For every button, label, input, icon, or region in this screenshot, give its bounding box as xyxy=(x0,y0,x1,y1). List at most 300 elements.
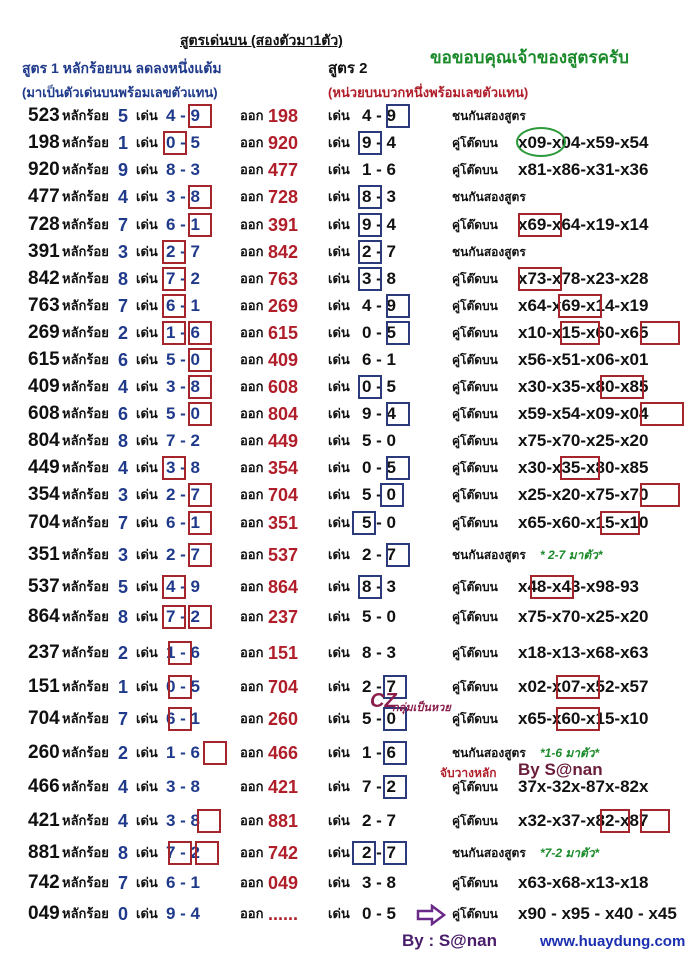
formula2-subtitle: (หน่วยบนบวกหนึ่งพร้อมเลขตัวแทน) xyxy=(328,85,529,100)
play-label-2: เด่น xyxy=(328,906,350,921)
hundreds-digit: 4 xyxy=(118,377,129,397)
note-text: คู่โต๊ดบน xyxy=(452,163,498,177)
hundreds-label: หลักร้อย xyxy=(62,515,109,530)
highlight-box xyxy=(197,809,221,833)
highlight-box xyxy=(386,104,410,128)
formula2-pair: 5 - 0 xyxy=(362,607,397,626)
row-number: 804 xyxy=(28,430,60,451)
row-number: 421 xyxy=(28,810,60,831)
row-number: 608 xyxy=(28,403,60,424)
out-label: ออก xyxy=(240,325,264,340)
hundreds-digit: 3 xyxy=(118,545,129,565)
formula2-pair: 2 - 7 xyxy=(362,811,397,830)
result-number: 615 xyxy=(268,323,299,343)
note-text: ชนกันสองสูตร xyxy=(452,109,526,123)
result-number: 704 xyxy=(268,485,299,505)
row-number: 537 xyxy=(28,576,60,597)
out-label: ออก xyxy=(240,711,264,726)
row-number: 477 xyxy=(28,186,60,207)
combo-text: x63-x68-x13-x18 xyxy=(518,873,649,892)
out-label: ออก xyxy=(240,298,264,313)
hundreds-digit: 4 xyxy=(118,458,129,478)
table-row xyxy=(0,373,696,401)
highlight-box xyxy=(358,575,382,599)
combo-text: x73-x78-x23-x28 xyxy=(518,269,649,288)
highlight-box xyxy=(163,131,187,155)
play-label: เด่น xyxy=(136,271,158,286)
note-text: คู่โต๊ดบน xyxy=(452,876,498,890)
table-row xyxy=(0,509,696,537)
play-label-2: เด่น xyxy=(328,325,350,340)
formula2-pair: 6 - 1 xyxy=(362,350,397,369)
out-label: ออก xyxy=(240,406,264,421)
highlight-box xyxy=(600,375,644,399)
highlight-box xyxy=(162,456,186,480)
row-number: 049 xyxy=(28,903,60,924)
formula2-pair: 4 - 9 xyxy=(362,106,397,125)
note-text: คู่โต๊ดบน xyxy=(452,326,498,340)
hundreds-label: หลักร้อย xyxy=(62,325,109,340)
play-label-2: เด่น xyxy=(328,298,350,313)
hundreds-label: หลักร้อย xyxy=(62,162,109,177)
hundreds-label: หลักร้อย xyxy=(62,779,109,794)
formula1-pair: 0 - 5 xyxy=(166,677,201,696)
result-number: 477 xyxy=(268,160,299,180)
highlight-box xyxy=(600,809,630,833)
formula1-pair: 6 - 1 xyxy=(166,709,201,728)
highlight-box xyxy=(358,131,382,155)
hundreds-digit: 7 xyxy=(118,709,129,729)
out-label: ออก xyxy=(240,813,264,828)
play-label: เด่น xyxy=(136,547,158,562)
play-label-2: เด่น xyxy=(328,745,350,760)
highlight-box xyxy=(556,707,600,731)
highlight-box xyxy=(162,240,186,264)
formula1-pair: 1 - 6 xyxy=(166,743,201,762)
note-text: คู่โต๊ดบน xyxy=(452,434,498,448)
play-label-2: เด่น xyxy=(328,352,350,367)
hundreds-label: หลักร้อย xyxy=(62,645,109,660)
result-number: 449 xyxy=(268,431,299,451)
cz-watermark: CZ xyxy=(370,690,397,712)
note-text: ชนกันสองสูตร xyxy=(452,746,526,760)
hundreds-digit: 7 xyxy=(118,873,129,893)
formula2-pair: 5 - 0 xyxy=(362,485,397,504)
highlight-box xyxy=(383,775,407,799)
combo-text: x30-x35-x80-x85 xyxy=(518,377,649,396)
note-text: คู่โต๊ดบน xyxy=(452,516,498,530)
formula2-pair: 0 - 5 xyxy=(362,458,397,477)
highlight-box xyxy=(358,240,382,264)
play-label: เด่น xyxy=(136,298,158,313)
out-label: ออก xyxy=(240,162,264,177)
result-number: 704 xyxy=(268,677,299,697)
formula2-pair: 3 - 8 xyxy=(362,269,397,288)
row-number: 391 xyxy=(28,241,60,262)
result-number: 237 xyxy=(268,607,299,627)
highlight-box xyxy=(640,402,684,426)
highlight-box xyxy=(518,267,562,291)
note-text: คู่โต๊ดบน xyxy=(452,680,498,694)
hundreds-label: หลักร้อย xyxy=(62,244,109,259)
formula2-pair: 2 - 7 xyxy=(362,545,397,564)
out-label: ออก xyxy=(240,189,264,204)
highlight-box xyxy=(162,294,186,318)
out-label: ออก xyxy=(240,906,264,921)
formula1-pair: 2 - 7 xyxy=(166,485,201,504)
play-label: เด่น xyxy=(136,325,158,340)
combo-text: x65-x60-x15-x10 xyxy=(518,513,649,532)
play-label: เด่น xyxy=(136,813,158,828)
formula2-pair: 0 - 5 xyxy=(362,323,397,342)
set-label: จับวางหลัก xyxy=(440,766,497,780)
note-text: คู่โต๊ดบน xyxy=(452,712,498,726)
hundreds-digit: 2 xyxy=(118,323,129,343)
highlight-box xyxy=(195,841,219,865)
result-number: 354 xyxy=(268,458,299,478)
out-label: ออก xyxy=(240,135,264,150)
hundreds-label: หลักร้อย xyxy=(62,406,109,421)
note-text: คู่โต๊ดบน xyxy=(452,610,498,624)
note-text: คู่โต๊ดบน xyxy=(452,461,498,475)
hundreds-label: หลักร้อย xyxy=(62,906,109,921)
out-label: ออก xyxy=(240,515,264,530)
play-label-2: เด่น xyxy=(328,217,350,232)
hundreds-digit: 0 xyxy=(118,904,129,924)
play-label: เด่น xyxy=(136,108,158,123)
formula2-pair: 1 - 6 xyxy=(362,743,397,762)
hundreds-digit: 6 xyxy=(118,404,129,424)
author-label-top: By S@nan xyxy=(518,760,603,779)
note-text: คู่โต๊ดบน xyxy=(452,136,498,150)
hundreds-label: หลักร้อย xyxy=(62,547,109,562)
play-label: เด่น xyxy=(136,244,158,259)
highlight-box xyxy=(352,511,376,535)
formula1-pair: 9 - 4 xyxy=(166,904,201,923)
play-label: เด่น xyxy=(136,875,158,890)
formula2-pair: 7 - 2 xyxy=(362,777,397,796)
play-label: เด่น xyxy=(136,745,158,760)
formula1-pair: 6 - 1 xyxy=(166,215,201,234)
result-number: 198 xyxy=(268,106,299,126)
combo-text: x09-x04-x59-x54 xyxy=(518,133,649,152)
highlight-circle xyxy=(516,127,566,157)
formula1-pair: 3 - 8 xyxy=(166,811,201,830)
highlight-box xyxy=(188,511,212,535)
result-number: 049 xyxy=(268,873,299,893)
out-label: ออก xyxy=(240,745,264,760)
play-label-2: เด่น xyxy=(328,645,350,660)
highlight-box xyxy=(386,402,410,426)
play-label-2: เด่น xyxy=(328,108,350,123)
result-number: 763 xyxy=(268,269,299,289)
combo-text: 37x-32x-87x-82x xyxy=(518,777,649,796)
formula2-pair: 5 - 0 xyxy=(362,431,397,450)
row-number: 151 xyxy=(28,676,60,697)
formula2-pair: 5 - 0 xyxy=(362,709,397,728)
highlight-box xyxy=(188,321,212,345)
row-number: 742 xyxy=(28,872,60,893)
row-number: 351 xyxy=(28,544,60,565)
formula1-pair: 5 - 0 xyxy=(166,350,201,369)
formula2-pair: 9 - 4 xyxy=(362,215,397,234)
out-label: ออก xyxy=(240,460,264,475)
hundreds-digit: 7 xyxy=(118,215,129,235)
combo-text: x75-x70-x25-x20 xyxy=(518,431,649,450)
note-extra: *7-2 มาตัว* xyxy=(540,846,600,860)
play-label-2: เด่น xyxy=(328,875,350,890)
hundreds-label: หลักร้อย xyxy=(62,298,109,313)
note-text: คู่โต๊ดบน xyxy=(452,580,498,594)
hundreds-digit: 4 xyxy=(118,187,129,207)
hundreds-digit: 6 xyxy=(118,350,129,370)
note-text: ชนกันสองสูตร xyxy=(452,846,526,860)
hundreds-digit: 3 xyxy=(118,485,129,505)
hundreds-digit: 8 xyxy=(118,843,129,863)
play-label-2: เด่น xyxy=(328,547,350,562)
highlight-box xyxy=(560,456,600,480)
hundreds-label: หลักร้อย xyxy=(62,379,109,394)
play-label: เด่น xyxy=(136,779,158,794)
highlight-box xyxy=(386,294,410,318)
note-text: ชนกันสองสูตร xyxy=(452,190,526,204)
row-number: 237 xyxy=(28,642,60,663)
table-row xyxy=(0,183,696,211)
highlight-box xyxy=(188,185,212,209)
play-label-2: เด่น xyxy=(328,711,350,726)
highlight-box xyxy=(558,294,602,318)
row-number: 864 xyxy=(28,606,60,627)
formula2-pair: 1 - 6 xyxy=(362,160,397,179)
row-number: 704 xyxy=(28,708,60,729)
out-label: ออก xyxy=(240,609,264,624)
formula1-pair: 7 - 2 xyxy=(166,431,201,450)
hundreds-digit: 2 xyxy=(118,743,129,763)
out-label: ออก xyxy=(240,433,264,448)
note-text: คู่โต๊ดบน xyxy=(452,380,498,394)
combo-text: x69-x64-x19-x14 xyxy=(518,215,649,234)
out-label: ออก xyxy=(240,779,264,794)
hundreds-label: หลักร้อย xyxy=(62,845,109,860)
result-number: 842 xyxy=(268,242,299,262)
hundreds-label: หลักร้อย xyxy=(62,217,109,232)
table-row xyxy=(0,900,696,928)
row-number: 409 xyxy=(28,376,60,397)
formula1-pair: 5 - 0 xyxy=(166,404,201,423)
hundreds-label: หลักร้อย xyxy=(62,108,109,123)
table-row xyxy=(0,807,696,835)
hundreds-digit: 7 xyxy=(118,513,129,533)
highlight-box xyxy=(168,675,192,699)
note-text: คู่โต๊ดบน xyxy=(452,407,498,421)
formula2-pair: 0 - 5 xyxy=(362,904,397,923)
highlight-box xyxy=(188,375,212,399)
highlight-box xyxy=(640,483,680,507)
result-number: 608 xyxy=(268,377,299,397)
hundreds-label: หลักร้อย xyxy=(62,745,109,760)
highlight-box xyxy=(383,741,407,765)
combo-text: x65-x60-x15-x10 xyxy=(518,709,649,728)
play-label-2: เด่น xyxy=(328,162,350,177)
hundreds-label: หลักร้อย xyxy=(62,460,109,475)
highlight-box xyxy=(203,741,227,765)
formula1-pair: 1 - 6 xyxy=(166,643,201,662)
formula1-subtitle: (มาเป็นตัวเด่นบนพร้อมเลขตัวแทน) xyxy=(22,85,218,100)
out-label: ออก xyxy=(240,217,264,232)
hundreds-label: หลักร้อย xyxy=(62,813,109,828)
highlight-box xyxy=(168,707,192,731)
row-number: 842 xyxy=(28,268,60,289)
formula2-pair: 2 - 7 xyxy=(362,843,397,862)
formula1-pair: 8 - 3 xyxy=(166,160,201,179)
table-row xyxy=(0,573,696,601)
result-number: 881 xyxy=(268,811,299,831)
highlight-box xyxy=(162,267,186,291)
highlight-box xyxy=(518,213,562,237)
highlight-box xyxy=(600,511,640,535)
highlight-box xyxy=(162,321,186,345)
result-number: 537 xyxy=(268,545,299,565)
formula2-pair: 8 - 3 xyxy=(362,577,397,596)
play-label-2: เด่น xyxy=(328,271,350,286)
out-label: ออก xyxy=(240,352,264,367)
formula2-pair: 2 - 7 xyxy=(362,677,397,696)
formula1-pair: 6 - 1 xyxy=(166,296,201,315)
highlight-box xyxy=(188,348,212,372)
formula2-pair: 8 - 3 xyxy=(362,187,397,206)
row-number: 704 xyxy=(28,512,60,533)
highlight-box xyxy=(162,605,186,629)
hundreds-label: หลักร้อย xyxy=(62,189,109,204)
highlight-box xyxy=(188,213,212,237)
result-number: 804 xyxy=(268,404,299,424)
play-label: เด่น xyxy=(136,645,158,660)
highlight-box xyxy=(383,841,407,865)
play-label: เด่น xyxy=(136,433,158,448)
row-number: 269 xyxy=(28,322,60,343)
out-label: ออก xyxy=(240,845,264,860)
formula1-pair: 2 - 7 xyxy=(166,545,201,564)
note-extra: *1-6 มาตัว* xyxy=(540,746,600,760)
play-label: เด่น xyxy=(136,906,158,921)
highlight-box xyxy=(640,809,670,833)
row-number: 920 xyxy=(28,159,60,180)
page-title: สูตรเด่นบน (สองตัวมา1ตัว) xyxy=(180,32,343,48)
formula1-pair: 4 - 9 xyxy=(166,106,201,125)
combo-text: x10-x15-x60-x65 xyxy=(518,323,649,342)
out-label: ออก xyxy=(240,379,264,394)
out-label: ออก xyxy=(240,108,264,123)
result-number: 728 xyxy=(268,187,299,207)
formula2-pair: 2 - 7 xyxy=(362,242,397,261)
row-number: 354 xyxy=(28,484,60,505)
note-text: ชนกันสองสูตร xyxy=(452,245,526,259)
note-text: คู่โต๊ดบน xyxy=(452,646,498,660)
row-number: 449 xyxy=(28,457,60,478)
highlight-box xyxy=(640,321,680,345)
hundreds-digit: 1 xyxy=(118,133,129,153)
play-label-2: เด่น xyxy=(328,460,350,475)
play-label-2: เด่น xyxy=(328,135,350,150)
combo-text: x32-x37-x82-x87 xyxy=(518,811,649,830)
formula1-pair: 3 - 8 xyxy=(166,377,201,396)
play-label: เด่น xyxy=(136,162,158,177)
table-row xyxy=(0,129,696,157)
hundreds-label: หลักร้อย xyxy=(62,352,109,367)
out-label: ออก xyxy=(240,579,264,594)
play-label-2: เด่น xyxy=(328,406,350,421)
formula1-pair: 7 - 2 xyxy=(166,607,201,626)
combo-text: x25-x20-x75-x70 xyxy=(518,485,649,504)
hundreds-digit: 5 xyxy=(118,577,129,597)
highlight-box xyxy=(386,543,410,567)
hundreds-label: หลักร้อย xyxy=(62,135,109,150)
combo-text: x48-x43-x98-93 xyxy=(518,577,639,596)
note-text: คู่โต๊ดบน xyxy=(452,272,498,286)
row-number: 728 xyxy=(28,214,60,235)
result-number: 864 xyxy=(268,577,299,597)
play-label: เด่น xyxy=(136,189,158,204)
highlight-box xyxy=(380,483,404,507)
formula2-pair: 3 - 8 xyxy=(362,873,397,892)
play-label-2: เด่น xyxy=(328,244,350,259)
combo-text: x59-x54-x09-x04 xyxy=(518,404,649,423)
formula1-pair: 7 - 2 xyxy=(166,843,201,862)
highlight-box xyxy=(188,402,212,426)
play-label: เด่น xyxy=(136,579,158,594)
row-number: 523 xyxy=(28,105,60,126)
play-label: เด่น xyxy=(136,406,158,421)
table-row xyxy=(0,238,696,266)
row-number: 260 xyxy=(28,742,60,763)
table-row xyxy=(0,346,696,374)
combo-text: x02-x07-x52-x57 xyxy=(518,677,649,696)
play-label-2: เด่น xyxy=(328,845,350,860)
play-label: เด่น xyxy=(136,711,158,726)
formula2-pair: 0 - 5 xyxy=(362,377,397,396)
note-text: คู่โต๊ดบน xyxy=(452,780,498,794)
play-label-2: เด่น xyxy=(328,679,350,694)
play-label: เด่น xyxy=(136,515,158,530)
table-row xyxy=(0,156,696,184)
out-label: ออก xyxy=(240,875,264,890)
formula2-pair: 9 - 4 xyxy=(362,404,397,423)
out-label: ออก xyxy=(240,271,264,286)
play-label-2: เด่น xyxy=(328,609,350,624)
formula1-pair: 7 - 2 xyxy=(166,269,201,288)
combo-text: x64-x69-x14-x19 xyxy=(518,296,649,315)
hundreds-digit: 1 xyxy=(118,677,129,697)
site-link[interactable]: www.huaydung.com xyxy=(540,933,686,950)
highlight-box xyxy=(168,641,192,665)
row-number: 615 xyxy=(28,349,60,370)
play-label: เด่น xyxy=(136,352,158,367)
result-number: 269 xyxy=(268,296,299,316)
highlight-box xyxy=(386,456,410,480)
formula2-pair: 4 - 9 xyxy=(362,296,397,315)
play-label: เด่น xyxy=(136,679,158,694)
formula1-pair: 6 - 1 xyxy=(166,873,201,892)
out-label: ออก xyxy=(240,547,264,562)
play-label-2: เด่น xyxy=(328,813,350,828)
arrow-right-icon xyxy=(416,904,446,926)
formula1-pair: 6 - 1 xyxy=(166,513,201,532)
note-text: คู่โต๊ดบน xyxy=(452,814,498,828)
highlight-box xyxy=(188,605,212,629)
table-row xyxy=(0,541,696,569)
hundreds-digit: 5 xyxy=(118,106,129,126)
hundreds-digit: 9 xyxy=(118,160,129,180)
